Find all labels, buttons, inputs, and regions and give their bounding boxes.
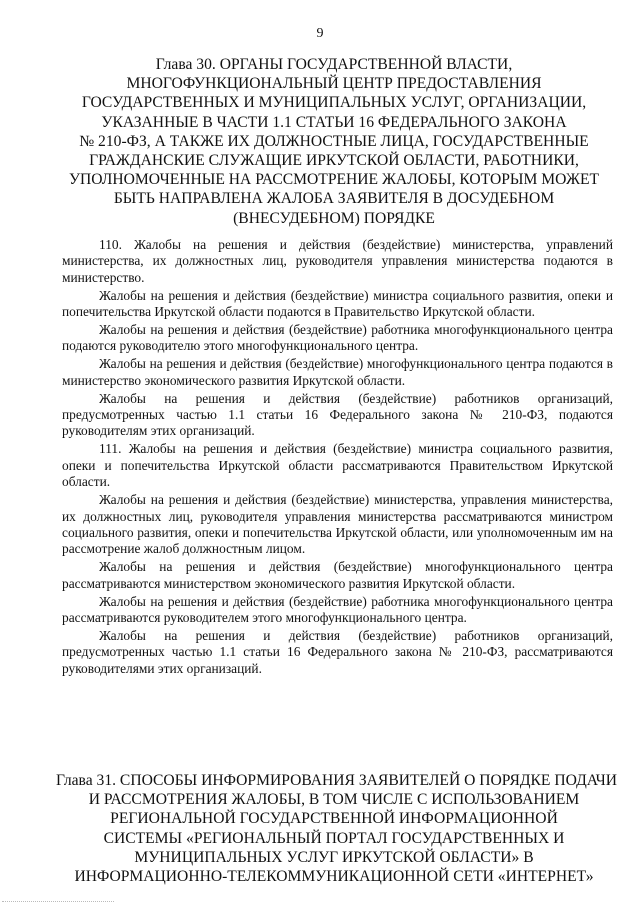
chapter-30-heading-line: Глава 30. ОРГАНЫ ГОСУДАРСТВЕННОЙ ВЛАСТИ,	[155, 56, 513, 73]
chapter-30-heading-line: БЫТЬ НАПРАВЛЕНА ЖАЛОБА ЗАЯВИТЕЛЯ В ДОСУДЕБНОМ	[113, 190, 555, 208]
paragraph: Жалобы на решения и действия (бездействие) министра социального развития, опеки и попечительства Иркутской области подаются в Правительство Иркутской области.	[62, 287, 613, 320]
chapter-31-heading-line: И РАССМОТРЕНИЯ ЖАЛОБЫ, В ТОМ ЧИСЛЕ С ИСПОЛЬЗОВАНИЕМ	[88, 791, 580, 809]
paragraph: Жалобы на решения и действия (бездействие) многофункционального центра подаются в министерство экономического развития Иркутской области.	[62, 356, 613, 388]
document-body	[62, 237, 613, 677]
paragraph: Жалобы на решения и действия (бездействие) многофункционального центра рассматриваются министерством экономического развития Иркутской области.	[62, 559, 613, 591]
chapter-31-heading-line: РЕГИОНАЛЬНОЙ ГОСУДАРСТВЕННОЙ ИНФОРМАЦИОННОЙ	[110, 810, 558, 828]
chapter-30-heading-line: (ВНЕСУДЕБНОМ) ПОРЯДКЕ	[233, 209, 435, 227]
paragraph: Жалобы на решения и действия (бездействие) работников организаций, предусмотренных частью 1.1 статьи 16 Федерального закона № 210-ФЗ, подаются руководителям этих организаций.	[62, 390, 613, 439]
chapter-31-heading-line: ИНФОРМАЦИОННО-ТЕЛЕКОММУНИКАЦИОННОЙ СЕТИ «ИНТЕРНЕТ»	[74, 868, 594, 886]
chapter-31-heading-line: МУНИЦИПАЛЬНЫХ УСЛУГ ИРКУТСКОЙ ОБЛАСТИ» В	[134, 848, 534, 866]
chapter-30-heading-line: ГРАЖДАНСКИЕ СЛУЖАЩИЕ ИРКУТСКОЙ ОБЛАСТИ, РАБОТНИКИ,	[89, 152, 579, 170]
chapter-31-heading-line: Глава 31. СПОСОБЫ ИНФОРМИРОВАНИЯ ЗАЯВИТЕЛЕЙ О ПОРЯДКЕ ПОДАЧИ	[56, 772, 618, 789]
paragraph: Жалобы на решения и действия (бездействие) работника многофункционального центра рассматриваются руководителем этого многофункционального центра.	[62, 593, 613, 625]
paragraph-111: 111. Жалобы на решения и действия (бездействие) министра социального развития, опеки и попечительства Иркутской области рассматриваются Правительством Иркутской области.	[62, 441, 613, 490]
page-number: 9	[316, 26, 324, 41]
paragraph: Жалобы на решения и действия (бездействие) министерства, управления министерства, их должностных лиц, руководителя управления министерства рассматриваются министром социального развития, опеки и попечительства Иркутской области, или уполномоченным им на рассмотрение жалоб должностным лицом.	[62, 492, 613, 557]
paragraph-110: 110. Жалобы на решения и действия (бездействие) министерства, управлений министерства, их должностных лиц, руководителя управления министерства подаются в министерство.	[62, 237, 613, 285]
paragraph: Жалобы на решения и действия (бездействие) работников организаций, предусмотренных частью 1.1 статьи 16 Федерального закона № 210-ФЗ, рассматриваются руководителями этих организаций.	[62, 627, 613, 676]
chapter-30-heading-line: УКАЗАННЫЕ В ЧАСТИ 1.1 СТАТЬИ 16 ФЕДЕРАЛЬНОГО ЗАКОНА	[101, 113, 567, 131]
chapter-30-heading-line: МНОГОФУНКЦИОНАЛЬНЫЙ ЦЕНТР ПРЕДОСТАВЛЕНИЯ	[126, 75, 542, 93]
chapter-30-heading	[56, 55, 612, 228]
footer-divider	[2, 901, 114, 902]
chapter-31-heading	[56, 771, 618, 886]
chapter-30-heading-line: УПОЛНОМОЧЕННЫЕ НА РАССМОТРЕНИЕ ЖАЛОБЫ, КОТОРЫМ МОЖЕТ	[68, 171, 600, 189]
paragraph: Жалобы на решения и действия (бездействие) работника многофункционального центра подаются руководителю этого многофункционального центра.	[62, 322, 613, 354]
chapter-30-heading-line: № 210-ФЗ, А ТАКЖЕ ИХ ДОЛЖНОСТНЫЕ ЛИЦА, ГОСУДАРСТВЕННЫЕ	[79, 132, 589, 150]
chapter-30-heading-line: ГОСУДАРСТВЕННЫХ И МУНИЦИПАЛЬНЫХ УСЛУГ, ОРГАНИЗАЦИИ,	[81, 94, 587, 112]
chapter-31-heading-line: СИСТЕМЫ «РЕГИОНАЛЬНЫЙ ПОРТАЛ ГОСУДАРСТВЕННЫХ И	[103, 829, 565, 847]
